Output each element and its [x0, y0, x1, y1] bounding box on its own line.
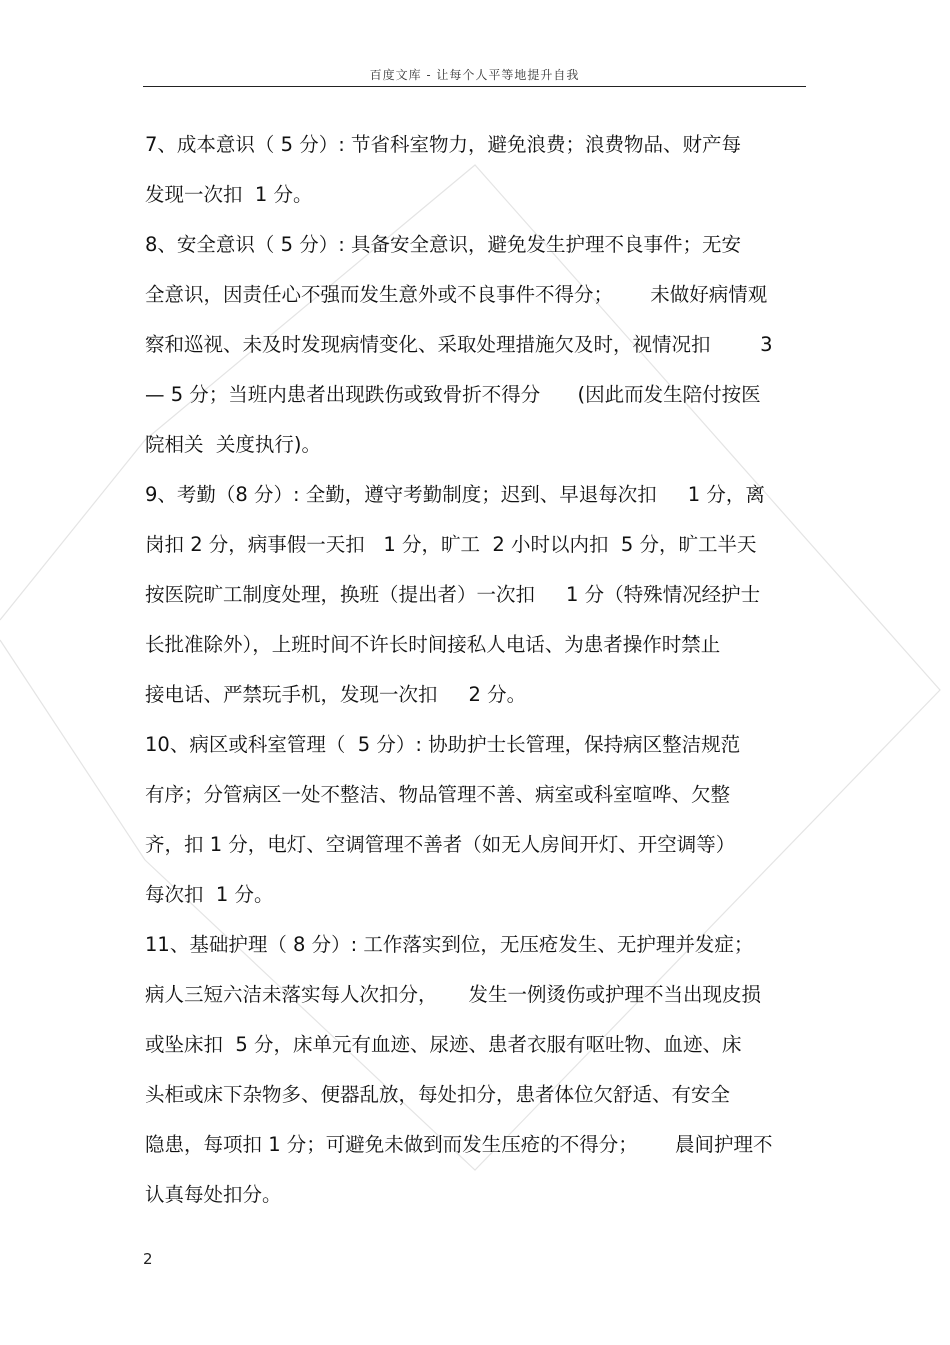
text-line: 头柜或床下杂物多、便器乱放，每处扣分，患者体位欠舒适、有安全: [145, 1083, 731, 1106]
text-line: 7、成本意识（ 5 分）: 节省科室物力，避免浪费；浪费物品、财产每: [145, 133, 741, 156]
text-line: 院相关 关度执行)。: [145, 433, 322, 456]
page-number: 2: [143, 1250, 153, 1268]
text-line: 有序；分管病区一处不整洁、物品管理不善、病室或科室喧哗、欠整: [145, 783, 731, 806]
text-line: 隐患，每项扣 1 分；可避免未做到而发生压疮的不得分； 晨间护理不: [145, 1133, 773, 1156]
text-line: 11、基础护理（ 8 分）: 工作落实到位，无压疮发生、无护理并发症；: [145, 933, 754, 956]
document-body: [145, 120, 810, 1220]
text-line: 10、病区或科室管理（ 5 分）: 协助护士长管理，保持病区整洁规范: [145, 733, 741, 756]
text-line: 或坠床扣 5 分，床单元有血迹、尿迹、患者衣服有呕吐物、血迹、床: [145, 1033, 742, 1056]
text-line: 全意识，因责任心不强而发生意外或不良事件不得分； 未做好病情观: [145, 283, 768, 306]
text-line: 齐，扣 1 分，电灯、空调管理不善者（如无人房间开灯、开空调等）: [145, 833, 736, 856]
text-line: 认真每处扣分。: [145, 1183, 282, 1206]
text-line: 发现一次扣 1 分。: [145, 183, 313, 206]
page-header: 百度文库 - 让每个人平等地提升自我: [369, 68, 580, 82]
text-line: 每次扣 1 分。: [145, 883, 274, 906]
text-line: — 5 分；当班内患者出现跌伤或致骨折不得分 (因此而发生陪付按医: [145, 383, 761, 406]
text-line: 9、考勤（8 分）: 全勤，遵守考勤制度；迟到、早退每次扣 1 分，离: [145, 483, 765, 506]
header-divider: [143, 86, 806, 87]
text-line: 接电话、严禁玩手机，发现一次扣 2 分。: [145, 683, 527, 706]
text-line: 8、安全意识（ 5 分）: 具备安全意识，避免发生护理不良事件；无安: [145, 233, 741, 256]
text-line: 病人三短六洁未落实每人次扣分， 发生一例烫伤或护理不当出现皮损: [145, 983, 761, 1006]
text-line: 长批准除外），上班时间不许长时间接私人电话、为患者操作时禁止: [145, 633, 721, 656]
text-line: 按医院旷工制度处理，换班（提出者）一次扣 1 分（特殊情况经护士: [145, 583, 761, 606]
text-line: 察和巡视、未及时发现病情变化、采取处理措施欠及时，视情况扣 3: [145, 333, 773, 356]
text-line: 岗扣 2 分，病事假一天扣 1 分，旷工 2 小时以内扣 5 分，旷工半天: [145, 533, 757, 556]
